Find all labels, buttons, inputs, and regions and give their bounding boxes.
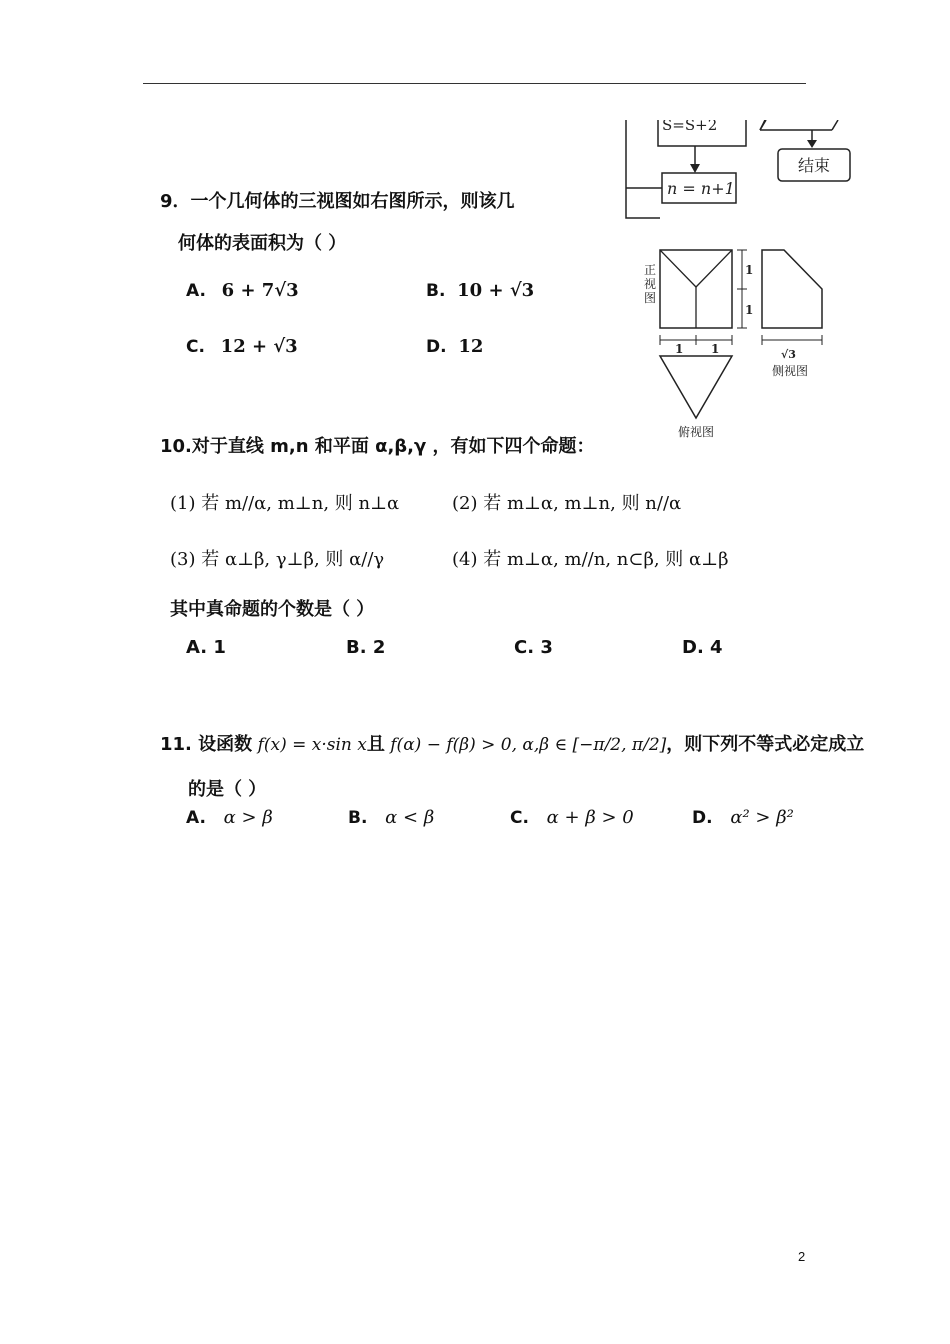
q9-option-b-label: B. <box>426 281 446 301</box>
dim-h1: 1 <box>745 263 754 277</box>
q9-option-a <box>186 280 299 301</box>
arrow-head-icon <box>807 140 817 148</box>
q11-stem-line2: 的是（ ） <box>188 779 267 800</box>
q11-option-a-value: α > β <box>223 807 273 828</box>
q10-proposition-4: (4) 若 m⊥α, m//n, n⊂β, 则 α⊥β <box>452 549 729 570</box>
q9-option-d-label: D. <box>426 337 447 357</box>
side-view <box>762 250 822 378</box>
front-label-char: 正 <box>644 263 657 277</box>
top-view <box>660 356 732 439</box>
flowchart-output-box <box>760 120 838 130</box>
q9-stem-line1: 9．一个几何体的三视图如右图所示，则该几 <box>160 191 515 212</box>
flowchart-top-box <box>658 120 746 146</box>
flowchart-top-box-text: S=S+2 <box>662 120 718 134</box>
dim-h2: 1 <box>745 303 754 317</box>
q10-question: 其中真命题的个数是（ ） <box>170 599 375 620</box>
q10-stem: 10.对于直线 m,n 和平面 α,β,γ ，有如下四个命题： <box>160 436 595 457</box>
q10-proposition-3: (3) 若 α⊥β, γ⊥β, 则 α//γ <box>170 549 385 570</box>
q9-option-a-value: 6 + 7√3 <box>221 280 299 301</box>
width-dimension <box>660 335 732 356</box>
q11-option-d-label: D. <box>692 808 713 828</box>
q11-option-c <box>510 807 634 828</box>
side-view-label: 侧视图 <box>772 364 809 378</box>
flowchart-update-text: n = n+1 <box>667 179 735 198</box>
front-label-char: 视 <box>644 277 657 291</box>
q9-stem-line2: 何体的表面积为（ ） <box>178 233 347 254</box>
q11-option-a-label: A. <box>186 808 206 828</box>
q9-option-b <box>426 280 534 301</box>
q9-option-c <box>186 336 298 357</box>
q11-option-b-label: B. <box>348 808 368 828</box>
dim-w1: 1 <box>675 342 684 356</box>
dim-side: √3 <box>781 348 796 361</box>
q11-stem-and: 且 <box>366 734 385 755</box>
front-label-char: 图 <box>644 291 657 305</box>
q11-stem-prefix: 11. 设函数 <box>160 734 253 755</box>
q9-option-b-value: 10 + √3 <box>457 280 535 301</box>
q11-option-d-value: α² > β² <box>730 807 794 828</box>
q9-option-d <box>426 336 483 357</box>
arrow-head-icon <box>690 164 700 173</box>
q10-option-d: D. 4 <box>682 637 723 658</box>
front-view-label <box>644 263 656 305</box>
q11-stem-math2: f(α) − f(β) > 0, α,β ∈ [−π/2, π/2] <box>390 735 667 755</box>
flowchart-end-text: 结束 <box>798 156 831 175</box>
q11-option-d <box>692 807 794 828</box>
three-view-figure <box>638 242 838 447</box>
q11-option-b-value: α < β <box>385 807 435 828</box>
q9-option-d-value: 12 <box>458 336 484 357</box>
q11-stem-line1 <box>160 730 864 756</box>
height-dimension <box>737 250 753 328</box>
q10-option-b: B. 2 <box>346 637 386 658</box>
header-rule <box>143 83 806 84</box>
q11-option-b <box>348 807 434 828</box>
flowchart-fragment <box>620 120 860 225</box>
q10-proposition-1: (1) 若 m//α, m⊥n, 则 n⊥α <box>170 493 400 514</box>
q10-option-a: A. 1 <box>186 637 226 658</box>
q11-option-a <box>186 807 273 828</box>
page-number: 2 <box>798 1249 806 1264</box>
q9-option-c-label: C. <box>186 337 205 357</box>
q10-proposition-2: (2) 若 m⊥α, m⊥n, 则 n//α <box>452 493 682 514</box>
q11-option-c-value: α + β > 0 <box>546 807 634 828</box>
flow-loop-line-left <box>626 120 660 218</box>
q11-stem-suffix: ，则下列不等式必定成立 <box>666 734 865 755</box>
q11-option-c-label: C. <box>510 808 529 828</box>
front-view <box>660 250 732 328</box>
q9-option-a-label: A. <box>186 281 206 301</box>
q11-stem-math1: f(x) = x·sin x <box>257 735 367 755</box>
top-view-label: 俯视图 <box>678 425 715 439</box>
q9-option-c-value: 12 + √3 <box>220 336 298 357</box>
front-view-label-text <box>644 263 656 305</box>
q10-option-c: C. 3 <box>514 637 553 658</box>
dim-w2: 1 <box>711 342 720 356</box>
